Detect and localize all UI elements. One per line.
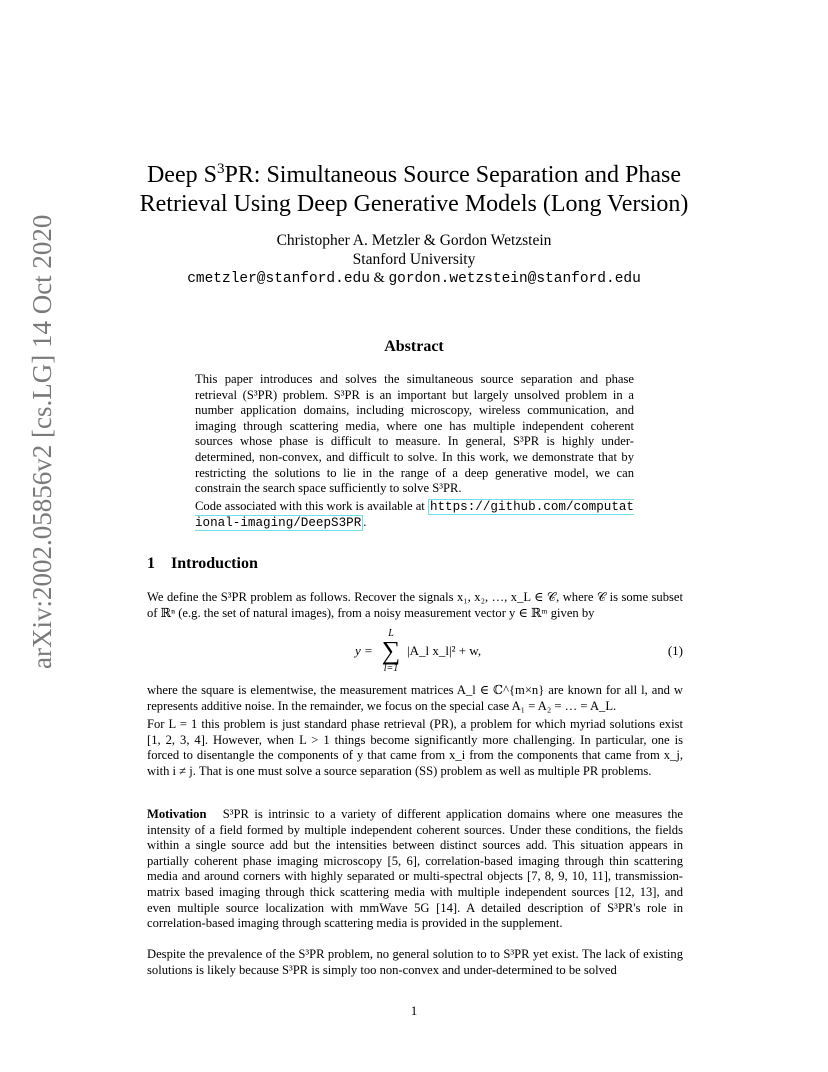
motivation-text: S³PR is intrinsic to a variety of different application domains where one measures the intensity of a field formed by multiple independent coherent sources. Under these conditions, the fields within a single source add but the intensities between distinct sources add. This situation appears in partially coherent phase imaging microscopy [5, 6], correlation-based imaging through thin scattering media and around corners with highly separated or multi-spectral objects [7, 8, 9, 10, 11], transmission-matrix based imaging through thick scattering media with multiple independent sources [12, 13], and even multiple source localization with mmWave 5G [14]. A detailed description of S³PR's role in correlation-based imaging through scattering media is provided in the supplement.	[147, 807, 683, 931]
summation-symbol	[379, 628, 403, 674]
title-line1-post: PR: Simultaneous Source Separation and Phase	[224, 162, 682, 188]
page-number: 1	[410, 1003, 418, 1018]
abstract-text: This paper introduces and solves the simultaneous source separation and phase retrieval (S³PR) problem. S³PR is an important but largely unsolved problem in a number application domains, including microscopy, wireless communication, and imaging through scattering media, where one has multiple independent coherent sources whose phase is difficult to measure. In general, S³PR is highly under-determined, non-convex, and difficult to solve. In this work, we demonstrate that by restricting the solutions to lie in the range of a deep generative model, we can constrain the search space sufficiently to solve S³PR.	[195, 372, 634, 496]
sigma-glyph: ∑	[381, 636, 401, 665]
code-text: Code associated with this work is available at	[195, 498, 428, 513]
author-emails	[150, 269, 678, 289]
author-block	[150, 231, 678, 289]
intro-paragraph-2	[147, 683, 683, 714]
paragraph-text: where the square is elementwise, the measurement matrices A_l ∈ ℂ^{m×n} are known for all l, and w represents additive noise. In the remainder, we focus on the special case A₁ = A₂ = … = A_L.	[147, 683, 683, 713]
email-link[interactable]: cmetzler@stanford.edu	[187, 271, 370, 287]
email-separator: &	[369, 270, 389, 286]
sum-lower-limit: l=1	[383, 663, 399, 674]
paragraph-text: Despite the prevalence of the S³PR problem, no general solution to to S³PR yet exist. The lack of existing solutions is likely because S³PR is simply too non-convex and under-determined to be solved	[147, 947, 683, 977]
title-line1-pre: Deep S	[146, 162, 217, 188]
section-title: Introduction	[171, 555, 258, 572]
title-line2: Retrieval Using Deep Generative Models (Long Version)	[139, 191, 689, 217]
arxiv-identifier: arXiv:2002.05856v2 [cs.LG] 14 Oct 2020	[27, 214, 57, 669]
abstract-body	[195, 372, 634, 532]
paragraph-text: We define the S³PR problem as follows. Recover the signals x₁, x₂, …, x_L ∈ 𝒞, where 𝒞 is some subset of ℝⁿ (e.g. the set of natural images), from a noisy measurement vector y ∈ ℝᵐ given by	[147, 590, 683, 620]
equation-lhs: y =	[355, 643, 373, 658]
equation-number: (1)	[667, 643, 683, 658]
section-number: 1	[147, 555, 155, 572]
email-link[interactable]: gordon.wetzstein@stanford.edu	[388, 271, 641, 287]
paragraph-text: For L = 1 this problem is just standard phase retrieval (PR), a problem for which myriad solutions exist [1, 2, 3, 4]. However, when L > 1 things become significantly more challenging. In particular, one is forced to disentangle the components of y that came from x_i from the components that came from x_j, with i ≠ j. That is one must solve a source separation (SS) problem as well as multiple PR problems.	[147, 717, 683, 778]
paper-title	[90, 155, 738, 219]
sum-upper-limit: L	[388, 628, 394, 639]
author-names: Christopher A. Metzler & Gordon Wetzstein	[276, 232, 552, 249]
intro-paragraph-1	[147, 590, 683, 621]
github-link[interactable]: https://github.com/computational-imaging/DeepS3PR	[195, 499, 634, 531]
section-heading	[147, 555, 258, 573]
affiliation: Stanford University	[352, 251, 476, 268]
abstract-heading: Abstract	[384, 338, 444, 355]
intro-paragraph-3	[147, 717, 683, 779]
title-sup: 3	[216, 161, 225, 177]
equation-rhs: |A_l x_l|² + w,	[407, 643, 482, 658]
equation-1	[147, 628, 683, 678]
code-availability	[195, 499, 634, 532]
code-post: .	[363, 515, 367, 530]
motivation-paragraph	[147, 807, 683, 932]
motivation-paragraph-2	[147, 947, 683, 978]
motivation-heading: Motivation	[147, 807, 207, 821]
